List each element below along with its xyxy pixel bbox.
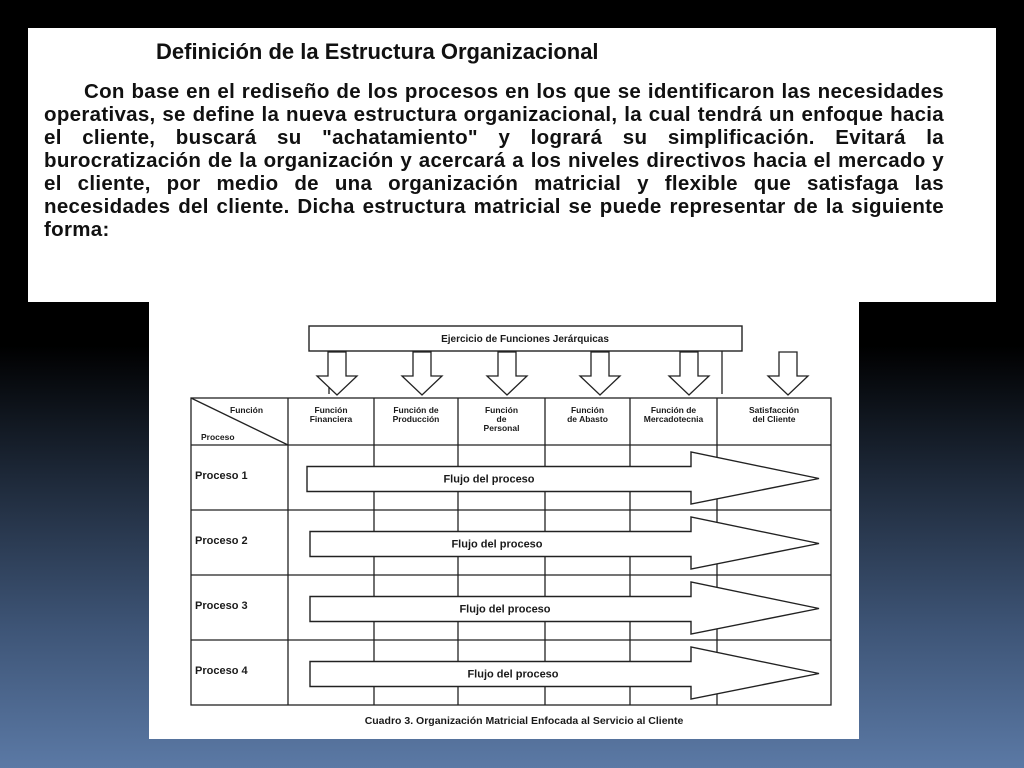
column-header-text: Función de xyxy=(393,405,439,415)
process-flow-arrow xyxy=(310,582,819,634)
down-arrow-icon xyxy=(580,352,620,395)
column-header-text: de xyxy=(496,414,507,424)
corner-process-label: Proceso xyxy=(201,432,235,442)
down-arrow-icon xyxy=(402,352,442,395)
process-row-label: Proceso 1 xyxy=(195,470,248,482)
down-arrow-icon xyxy=(487,352,527,395)
slide-paragraph: Con base en el rediseño de los procesos en los que se identificaron las necesidades operativas, se define la nueva estructura organizacional, la cual tendrá un enfoque hacia el cliente, buscará su "achatamiento" y logrará su simplificación. Evitará la burocratización de la organización y acercará a los niveles directivos hacia el mercado y el cliente, por medio de una organización matricial y flexible que satisfaga las necesidades del cliente. Dicha estructura matricial se puede representar de la siguiente forma: xyxy=(44,80,944,241)
flow-label: Flujo del proceso xyxy=(459,603,551,616)
process-flow-arrow xyxy=(307,452,819,504)
process-row-label: Proceso 4 xyxy=(195,665,248,677)
column-header-text: Satisfacción xyxy=(748,405,800,415)
process-flow-arrow xyxy=(310,647,819,699)
slide-heading: Definición de la Estructura Organizacional xyxy=(156,39,599,64)
text-panel xyxy=(28,28,996,302)
down-arrow-icon xyxy=(768,352,808,395)
down-arrow-icon xyxy=(317,352,357,395)
column-header-text: de Abasto xyxy=(567,414,608,424)
matrix-diagram xyxy=(149,302,859,739)
process-row-label: Proceso 3 xyxy=(195,600,248,612)
column-header-text: Mercadotecnia xyxy=(643,414,704,424)
process-row-label: Proceso 2 xyxy=(195,535,248,547)
column-header-text: Función xyxy=(314,405,348,415)
column-header-text: Personal xyxy=(483,423,520,433)
figure-caption: Cuadro 3. Organización Matricial Enfocada al Servicio al Cliente xyxy=(364,715,684,727)
column-header-text: Financiera xyxy=(309,414,353,424)
column-header-text: Función de xyxy=(650,405,697,415)
process-flow-arrow xyxy=(310,517,819,569)
down-arrow-icon xyxy=(669,352,709,395)
flow-label: Flujo del proceso xyxy=(451,538,543,551)
column-headers xyxy=(310,405,799,433)
hierarchy-box-label: Ejercicio de Funciones Jerárquicas xyxy=(441,334,609,345)
row-labels xyxy=(195,470,248,677)
column-header-text: Función xyxy=(484,405,519,415)
corner-function-label: Función xyxy=(230,405,264,415)
down-arrows xyxy=(317,351,808,395)
column-header-text: Producción xyxy=(392,414,440,424)
matrix-diagram-panel xyxy=(149,302,859,739)
flow-label: Flujo del proceso xyxy=(443,473,535,486)
column-header-text: del Cliente xyxy=(752,414,796,424)
column-header-text: Función xyxy=(570,405,605,415)
flow-label: Flujo del proceso xyxy=(467,668,559,681)
